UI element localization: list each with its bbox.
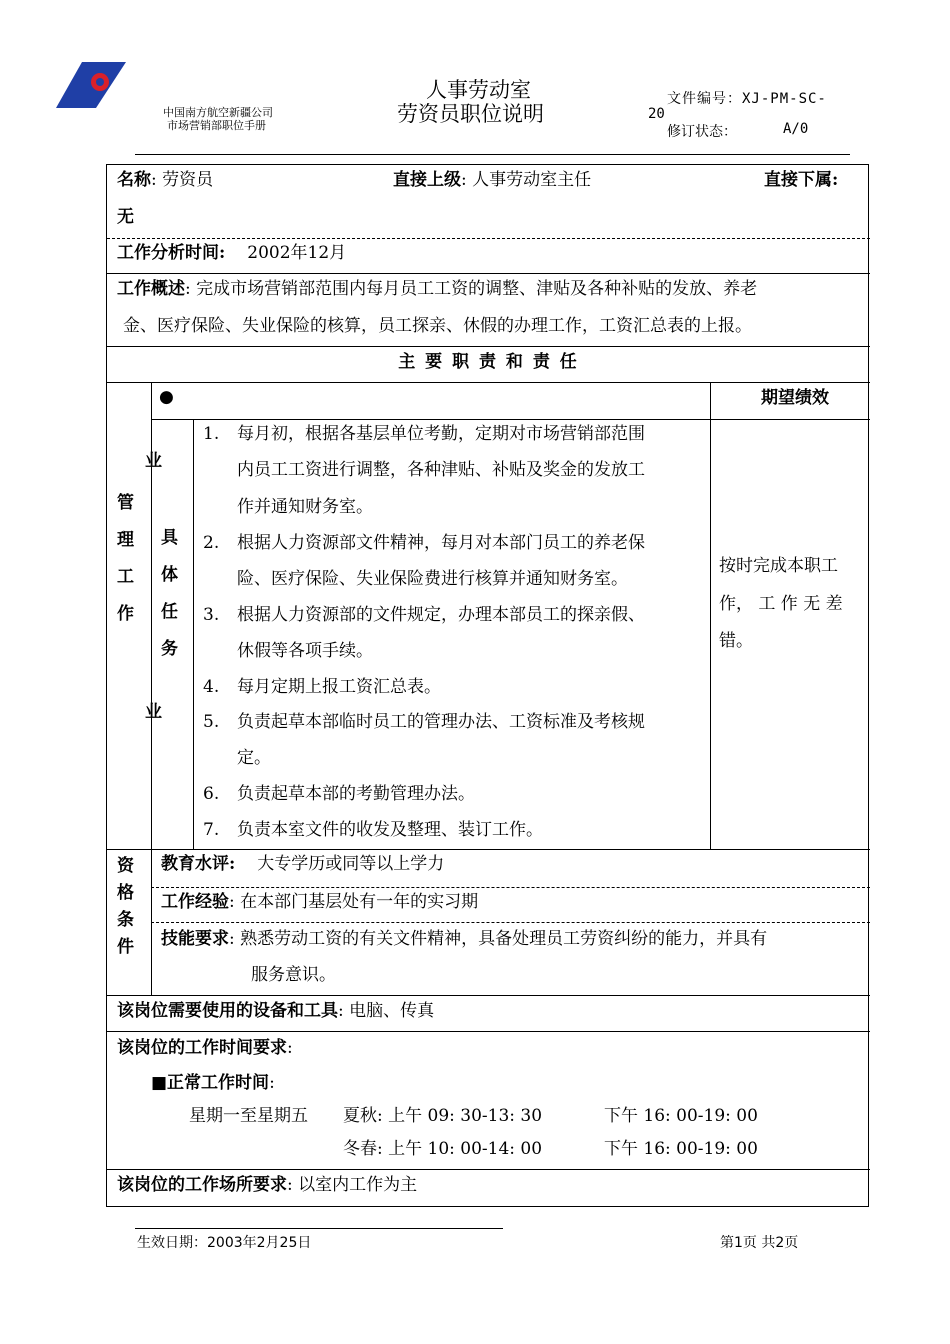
work-hours-field bbox=[117, 1038, 293, 1058]
task-line: 每月定期上报工资汇总表。 bbox=[237, 677, 441, 697]
workdays: 星期一至星期五 bbox=[189, 1106, 308, 1126]
task-line: 负责起草本部临时员工的管理办法、工资标准及考核规 bbox=[237, 712, 645, 732]
category-char: 格 bbox=[117, 883, 134, 903]
skills-line2: 服务意识。 bbox=[251, 965, 336, 985]
divider bbox=[151, 419, 870, 420]
divider bbox=[107, 1169, 870, 1170]
company-logo bbox=[56, 60, 126, 108]
task-line: 根据人力资源部的文件规定，办理本部员工的探亲假、 bbox=[237, 605, 645, 625]
company-line1: 中国南方航空新疆公司 bbox=[163, 106, 273, 119]
workplace-field bbox=[117, 1175, 417, 1195]
expected-line: 作， 工 作 无 差 bbox=[719, 594, 843, 614]
subordinate-value: 无 bbox=[117, 207, 134, 227]
header-divider bbox=[135, 154, 850, 155]
subcategory-char: 务 bbox=[161, 639, 178, 659]
task-line: 负责本室文件的收发及整理、装订工作。 bbox=[237, 820, 543, 840]
divider bbox=[151, 887, 870, 888]
management-work-category bbox=[117, 485, 137, 633]
category-char: 条 bbox=[117, 910, 134, 930]
normal-hours-suffix: : bbox=[269, 1073, 275, 1093]
normal-hours-label: ■正常工作时间 bbox=[151, 1073, 270, 1093]
task-num: 6. bbox=[203, 784, 220, 804]
qualifications-category bbox=[117, 853, 137, 961]
summer-hours-am: 夏秋: 上午 09: 30-13: 30 bbox=[343, 1106, 543, 1126]
skills-value: : 熟悉劳动工资的有关文件精神，具备处理员工劳资纠纷的能力，并具有 bbox=[229, 929, 768, 949]
business-char-top: 业 bbox=[145, 451, 162, 471]
overview-line2: 金、医疗保险、失业保险的核算，员工探亲、休假的办理工作，工资汇总表的上报。 bbox=[123, 316, 752, 336]
winter-hours-am: 冬春: 上午 10: 00-14: 00 bbox=[343, 1139, 543, 1159]
workplace-value: : 以室内工作为主 bbox=[287, 1175, 418, 1195]
category-char: 作 bbox=[117, 604, 134, 624]
task-line: 每月初，根据各基层单位考勤，定期对市场营销部范围 bbox=[237, 424, 645, 444]
task-num: 4. bbox=[203, 677, 220, 697]
task-line: 定。 bbox=[237, 748, 271, 768]
page-title-dept: 人事劳动室 bbox=[426, 78, 531, 102]
divider bbox=[107, 849, 870, 850]
category-char: 理 bbox=[117, 530, 134, 550]
divider bbox=[107, 238, 870, 239]
name-field bbox=[117, 170, 213, 190]
divider bbox=[107, 1031, 870, 1032]
education-value: 大专学历或同等以上学力 bbox=[257, 854, 445, 874]
effective-date: 生效日期：2003年2月25日 bbox=[137, 1235, 312, 1251]
equipment-field bbox=[117, 1001, 434, 1021]
equipment-label: 该岗位需要使用的设备和工具 bbox=[117, 1001, 338, 1021]
subcategory-char: 具 bbox=[161, 528, 178, 548]
task-line: 内员工工资进行调整，各种津贴、补贴及奖金的发放工 bbox=[237, 460, 645, 480]
category-char: 资 bbox=[117, 856, 134, 876]
subordinate-label: 直接下属: bbox=[764, 170, 839, 190]
expected-line: 按时完成本职工 bbox=[719, 556, 838, 576]
task-line: 根据人力资源部文件精神，每月对本部门员工的养老保 bbox=[237, 533, 645, 553]
skills-field bbox=[161, 929, 767, 949]
expected-performance-header: 期望绩效 bbox=[761, 388, 829, 408]
doc-number-wrap: 20 bbox=[648, 106, 665, 122]
divider bbox=[710, 382, 711, 849]
superior-value: : 人事劳动室主任 bbox=[461, 170, 592, 190]
name-value: : 劳资员 bbox=[151, 170, 214, 190]
bullet-icon: ● bbox=[159, 387, 174, 407]
workplace-label: 该岗位的工作场所要求 bbox=[117, 1175, 287, 1195]
name-label: 名称 bbox=[117, 170, 151, 190]
analysis-time-label: 工作分析时间: bbox=[117, 243, 226, 263]
task-line: 险、医疗保险、失业保险费进行核算并通知财务室。 bbox=[237, 569, 628, 589]
position-description-table bbox=[106, 164, 869, 1207]
work-hours-label: 该岗位的工作时间要求 bbox=[117, 1038, 287, 1058]
normal-hours-field bbox=[151, 1073, 275, 1093]
subcategory-char: 任 bbox=[161, 602, 178, 622]
expected-line: 错。 bbox=[719, 631, 753, 651]
task-num: 5. bbox=[203, 712, 220, 732]
divider bbox=[151, 382, 152, 995]
experience-field bbox=[161, 892, 478, 912]
education-field bbox=[161, 854, 444, 874]
specific-tasks-category bbox=[161, 520, 181, 668]
task-line: 作并通知财务室。 bbox=[237, 497, 373, 517]
revision-value: A/0 bbox=[783, 121, 809, 137]
task-num: 7. bbox=[203, 820, 220, 840]
task-num: 1. bbox=[203, 424, 220, 444]
doc-number-value: XJ-PM-SC- bbox=[742, 91, 827, 107]
divider bbox=[107, 382, 870, 383]
divider bbox=[193, 419, 194, 849]
overview-line1 bbox=[117, 279, 757, 299]
task-num: 2. bbox=[203, 533, 220, 553]
page-info: 第1页 共2页 bbox=[720, 1235, 799, 1251]
business-char-bottom: 业 bbox=[145, 702, 162, 722]
work-hours-suffix: : bbox=[287, 1038, 293, 1058]
page-title-position: 劳资员职位说明 bbox=[397, 102, 544, 126]
doc-number bbox=[667, 88, 827, 108]
divider bbox=[151, 922, 870, 923]
doc-number-label: 文件编号： bbox=[667, 91, 742, 107]
company-line2: 市场营销部职位手册 bbox=[167, 119, 266, 132]
category-char: 件 bbox=[117, 937, 134, 957]
divider bbox=[107, 995, 870, 996]
equipment-value: : 电脑、传真 bbox=[338, 1001, 435, 1021]
divider bbox=[107, 346, 870, 347]
overview-label: 工作概述 bbox=[117, 279, 185, 299]
divider bbox=[107, 273, 870, 274]
summer-hours-pm: 下午 16: 00-19: 00 bbox=[604, 1106, 758, 1126]
task-num: 3. bbox=[203, 605, 220, 625]
education-label: 教育水评: bbox=[161, 854, 236, 874]
company-name bbox=[163, 106, 273, 132]
analysis-time-field bbox=[117, 243, 346, 263]
analysis-time-value: 2002年12月 bbox=[247, 243, 347, 263]
superior-field bbox=[393, 170, 591, 190]
duties-section-title: 主 要 职 责 和 责 任 bbox=[398, 352, 579, 372]
category-char: 管 bbox=[117, 493, 134, 513]
skills-label: 技能要求 bbox=[161, 929, 229, 949]
experience-value: : 在本部门基层处有一年的实习期 bbox=[229, 892, 479, 912]
overview-text1: : 完成市场营销部范围内每月员工工资的调整、津贴及各种补贴的发放、养老 bbox=[185, 279, 758, 299]
winter-hours-pm: 下午 16: 00-19: 00 bbox=[604, 1139, 758, 1159]
experience-label: 工作经验 bbox=[161, 892, 229, 912]
subcategory-char: 体 bbox=[161, 565, 178, 585]
task-line: 休假等各项手续。 bbox=[237, 641, 373, 661]
task-line: 负责起草本部的考勤管理办法。 bbox=[237, 784, 475, 804]
footer-divider bbox=[135, 1228, 503, 1229]
superior-label: 直接上级 bbox=[393, 170, 461, 190]
category-char: 工 bbox=[117, 567, 134, 587]
revision-label: 修订状态： bbox=[667, 124, 737, 140]
